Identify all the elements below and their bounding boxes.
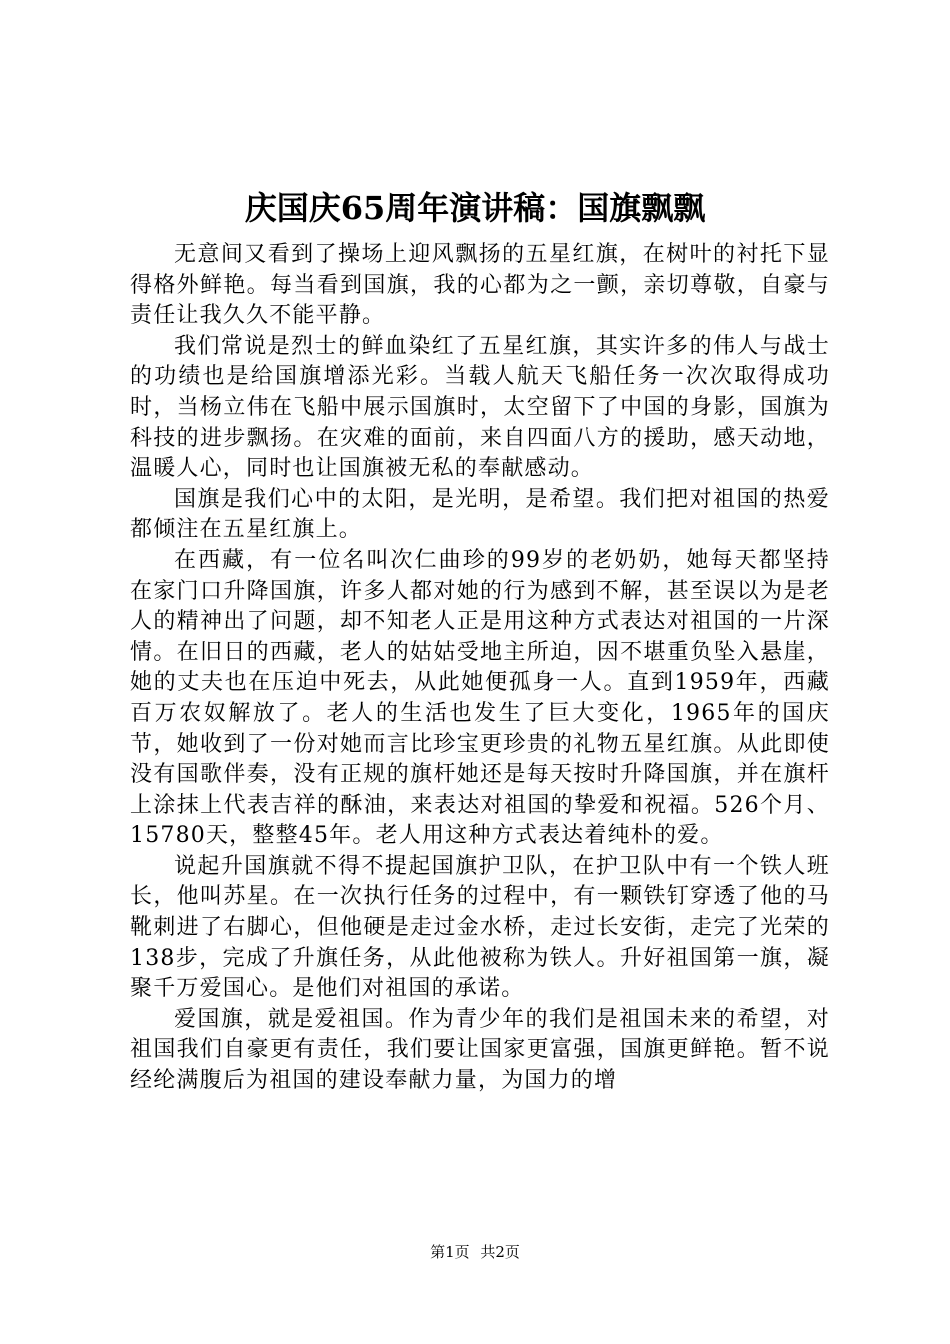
document-body [130,240,830,1097]
paragraph: 国旗是我们心中的太阳，是光明，是希望。我们把对祖国的热爱都倾注在五星红旗上。 [130,486,830,543]
paragraph: 爱国旗，就是爱祖国。作为青少年的我们是祖国未来的希望，对祖国我们自豪更有责任，我们要让国家更富强，国旗更鲜艳。暂不说经纶满腹后为祖国的建设奉献力量，为国力的增 [130,1006,830,1094]
page-total: 共2页 [480,1243,520,1261]
paragraph: 说起升国旗就不得不提起国旗护卫队，在护卫队中有一个铁人班长，他叫苏星。在一次执行任务的过程中，有一颗铁钉穿透了他的马靴刺进了右脚心，但他硬是走过金水桥，走过长安街，走完了光荣的138步，完成了升旗任务，从此他被称为铁人。升好祖国第一旗，凝聚千万爱国心。是他们对祖国的承诺。 [130,853,830,1002]
page-footer [0,1242,950,1262]
page-title: 庆国庆65周年演讲稿：国旗飘飘 [244,189,706,227]
paragraph: 无意间又看到了操场上迎风飘扬的五星红旗，在树叶的衬托下显得格外鲜艳。每当看到国旗，我的心都为之一颤，亲切尊敬，自豪与责任让我久久不能平静。 [130,242,830,329]
paragraph: 在西藏，有一位名叫次仁曲珍的99岁的老奶奶，她每天都坚持在家门口升降国旗，许多人都对她的行为感到不解，甚至误以为是老人的精神出了问题，却不知老人正是用这种方式表达对祖国的一片深情。在旧日的西藏，老人的姑姑受地主所迫，因不堪重负坠入悬崖，她的丈夫也在压迫中死去，从此她便孤身一人。直到1959年，西藏百万农奴解放了。老人的生活也发生了巨大变化，1965年的国庆节，她收到了一份对她而言比珍宝更珍贵的礼物五星红旗。从此即使没有国歌伴奏，没有正规的旗杆她还是每天按时升降国旗，并在旗杆上涂抹上代表吉祥的酥油，来表达对祖国的挚爱和祝福。526个月、15780天，整整45年。老人用这种方式表达着纯朴的爱。 [130,547,830,849]
paragraph: 我们常说是烈士的鲜血染红了五星红旗，其实许多的伟人与战士的功绩也是给国旗增添光彩。当载人航天飞船任务一次次取得成功时，当杨立伟在飞船中展示国旗时，太空留下了中国的身影，国旗为科技的进步飘扬。在灾难的面前，来自四面八方的援助，感天动地，温暖人心，同时也让国旗被无私的奉献感动。 [130,333,830,482]
page-number: 第1页 [430,1243,470,1261]
